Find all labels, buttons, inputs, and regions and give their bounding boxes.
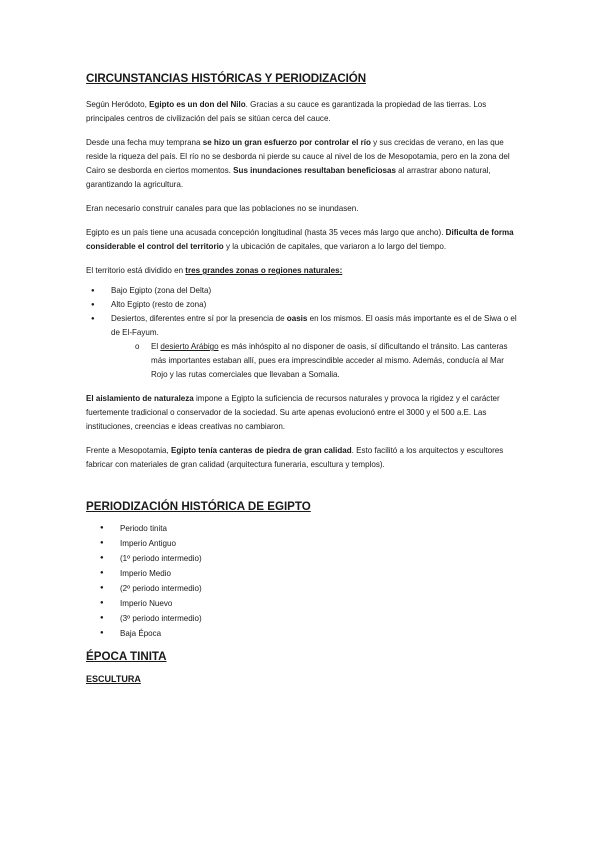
paragraph-canales: Eran necesario construir canales para que las poblaciones no se inundasen. [86, 204, 359, 213]
section-title-epoca-tinita: ÉPOCA TINITA [86, 650, 167, 663]
list-item: ● Imperio Medio [86, 566, 518, 581]
list-item: o El desierto Arábigo es más inhóspito al no disponer de oasis, sí dificultando el tránsito. Las canteras más importantes estaban allí, pues era imprescindible acceder al mismo. Además, conducía al Mar Rojo y las rutas comerciales que llevaban a Somalia. [131, 340, 518, 382]
list-item: ● (3º periodo intermedio) [86, 611, 518, 626]
document-page [86, 72, 518, 684]
list-item: ● (2º periodo intermedio) [86, 581, 518, 596]
paragraph-canteras: Frente a Mesopotamia, Egipto tenía canteras de piedra de gran calidad. Esto facilitó a los arquitectos y escultores fabricar con materiales de gran calidad (arquitectura funeraria, escultura y templos). [86, 446, 504, 469]
list-item: ● (1º periodo intermedio) [86, 551, 518, 566]
paragraph-longitudinal: Egipto es un país tiene una acusada concepción longitudinal (hasta 35 veces más largo que ancho). Dificulta de forma considerable el control del territorio y la ubicación de capitales, que variaron a lo largo del tiempo. [86, 228, 514, 251]
subsection-title-escultura: ESCULTURA [86, 674, 141, 684]
section-title-circunstancias: CIRCUNSTANCIAS HISTÓRICAS Y PERIODIZACIÓN [86, 72, 366, 85]
zones-sublist [111, 340, 518, 382]
list-item: ● Desiertos, diferentes entre sí por la presencia de oasis en los mismos. El oasis más importante es el de Siwa o el de El-Fayum. o El desierto Arábigo es más inhóspito al no disponer de oasis, sí dificultando el tránsito. Las canteras más importantes estaban allí, pues era imprescindible acceder al mismo. Además, conducía al Mar Rojo y las rutas comerciales que llevaban a Somalia. [86, 312, 518, 382]
list-item: ● Alto Egipto (resto de zona) [86, 298, 518, 312]
list-item: ● Bajo Egipto (zona del Delta) [86, 284, 518, 298]
list-item: ● Baja Época [86, 626, 518, 641]
list-item: ● Imperio Nuevo [86, 596, 518, 611]
paragraph-control-rio: Desde una fecha muy temprana se hizo un gran esfuerzo por controlar el río y sus crecidas de verano, en las que reside la riqueza del país. El río no se desborda ni pierde su cauce al nivel de los de Mesopotamia, pero en la zona del Cairo se desborda en ciertos momentos. Sus inundaciones resultaban beneficiosas al arrastrar abono natural, garantizando la agricultura. [86, 138, 510, 189]
section-title-periodizacion: PERIODIZACIÓN HISTÓRICA DE EGIPTO [86, 500, 311, 513]
paragraph-herodoto: Según Heródoto, Egipto es un don del Nilo. Gracias a su cauce es garantizada la propiedad de las tierras. Los principales centros de civilización del país se sitúan cerca del cauce. [86, 100, 487, 123]
periods-list [86, 521, 518, 641]
zones-list [86, 284, 518, 382]
list-item: ● Periodo tinita [86, 521, 518, 536]
list-item: ● Imperio Antiguo [86, 536, 518, 551]
paragraph-aislamiento: El aislamiento de naturaleza impone a Egipto la suficiencia de recursos naturales y provoca la rigidez y el carácter fuertemente tradicional o conservador de la sociedad. Su arte apenas evolucionó entre el 3000 y el 500 a.E. Las instituciones, creencias e ideas creativas no cambiaron. [86, 394, 500, 431]
paragraph-territorio: El territorio está dividido en tres grandes zonas o regiones naturales: [86, 266, 343, 275]
